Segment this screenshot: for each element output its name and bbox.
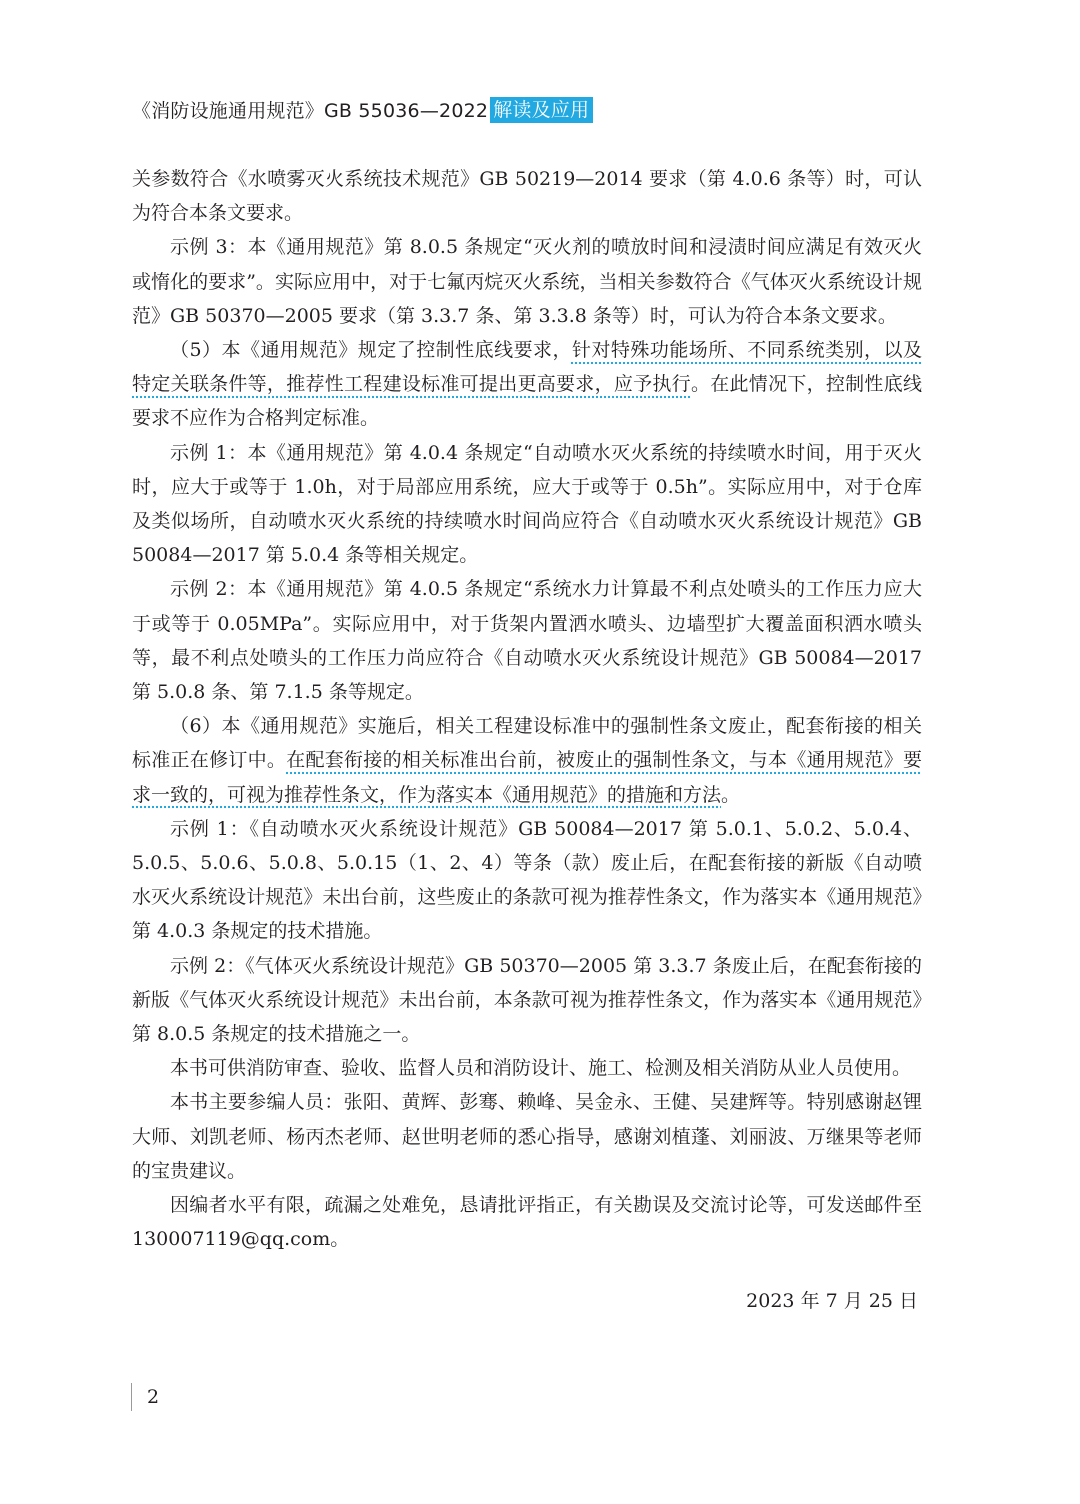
item-6-emphasis: 在配套衔接的相关标准出台前，被废止的强制性条文，与本《通用规范》要求一致的，可视为推荐性条文，作为落实本《通用规范》的措施和方法: [132, 749, 922, 806]
body-text: [132, 162, 922, 1257]
paragraph-audience: 本书可供消防审查、验收、监督人员和消防设计、施工、检测及相关消防从业人员使用。: [170, 1057, 912, 1080]
paragraph-example-2b: 示例 2：《气体灭火系统设计规范》GB 50370—2005 第 3.3.7 条废止后，在配套衔接的新版《气体灭火系统设计规范》未出台前，本条款可视为推荐性条文，作为落实本《通用规范》第 8.0.5 条规定的技术措施之一。: [132, 954, 922, 1046]
item-5-lead: （5）本《通用规范》规定了控制性底线要求，: [170, 339, 572, 362]
item-6-tail: 。: [721, 783, 741, 806]
paragraph-example-3: 示例 3：本《通用规范》第 8.0.5 条规定“灭火剂的喷放时间和浸渍时间应满足有效灭火或惰化的要求”。实际应用中，对于七氟丙烷灭火系统，当相关参数符合《气体灭火系统设计规范》GB 50370—2005 要求（第 3.3.7 条、第 3.3.8 条等）时，可认为符合本条文要求。: [132, 236, 922, 327]
header-highlight-badge: 解读及应用: [490, 97, 593, 123]
paragraph-contributors: 本书主要参编人员：张阳、黄辉、彭骞、赖峰、吴金永、王健、吴建辉等。特别感谢赵锂大师、刘凯老师、杨丙杰老师、赵世明老师的悉心指导，感谢刘植蓬、刘丽波、万继果等老师的宝贵建议。: [132, 1091, 922, 1182]
header-title: 《消防设施通用规范》GB 55036—2022: [132, 100, 489, 122]
paragraph-contact: 因编者水平有限，疏漏之处难免，恳请批评指正，有关勘误及交流讨论等，可发送邮件至 130007119@qq.com。: [132, 1194, 922, 1251]
paragraph-continuation: 关参数符合《水喷雾灭火系统技术规范》GB 50219—2014 要求（第 4.0.6 条等）时，可认为符合本条文要求。: [132, 168, 922, 225]
folio-divider: [131, 1383, 132, 1411]
paragraph-item-6: [132, 709, 922, 812]
signature-date: 2023 年 7 月 25 日: [746, 1290, 918, 1312]
paragraph-example-1b: 示例 1：《自动喷水灭火系统设计规范》GB 50084—2017 第 5.0.1、5.0.2、5.0.4、5.0.5、5.0.6、5.0.8、5.0.15（1、2、4）等条（款）废止后，在配套衔接的新版《自动喷水灭火系统设计规范》未出台前，这些废止的条款可视为推荐性条文，作为落实本《通用规范》第 4.0.3 条规定的技术措施。: [132, 817, 922, 943]
page-number: 2: [147, 1386, 160, 1408]
item-6-lead: （6）本《通用规范》实施后，相关工程建设标准中的强制性条文废止，配套衔接的相关标准正在修订中。: [132, 715, 922, 772]
paragraph-example-2: 示例 2：本《通用规范》第 4.0.5 条规定“系统水力计算最不利点处喷头的工作压力应大于或等于 0.05MPa”。实际应用中，对于货架内置洒水喷头、边墙型扩大覆盖面积洒水喷头等，最不利点处喷头的工作压力尚应符合《自动喷水灭火系统设计规范》GB 50084—2017 第 5.0.8 条、第 7.1.5 条等规定。: [132, 578, 922, 704]
item-5-tail: 。在此情况下，控制性底线要求不应作为合格判定标准。: [132, 373, 922, 430]
paragraph-example-1: 示例 1：本《通用规范》第 4.0.4 条规定“自动喷水灭火系统的持续喷水时间，用于灭火时，应大于或等于 1.0h，对于局部应用系统，应大于或等于 0.5h”。实际应用中，对于仓库及类似场所，自动喷水灭火系统的持续喷水时间尚应符合《自动喷水灭火系统设计规范》GB 50084—2017 第 5.0.4 条等相关规定。: [132, 441, 922, 567]
item-5-emphasis: 针对特殊功能场所、不同系统类别，以及特定关联条件等，推荐性工程建设标准可提出更高要求，应予执行: [132, 339, 922, 396]
running-header: [132, 96, 593, 123]
paragraph-item-5: [132, 333, 922, 436]
